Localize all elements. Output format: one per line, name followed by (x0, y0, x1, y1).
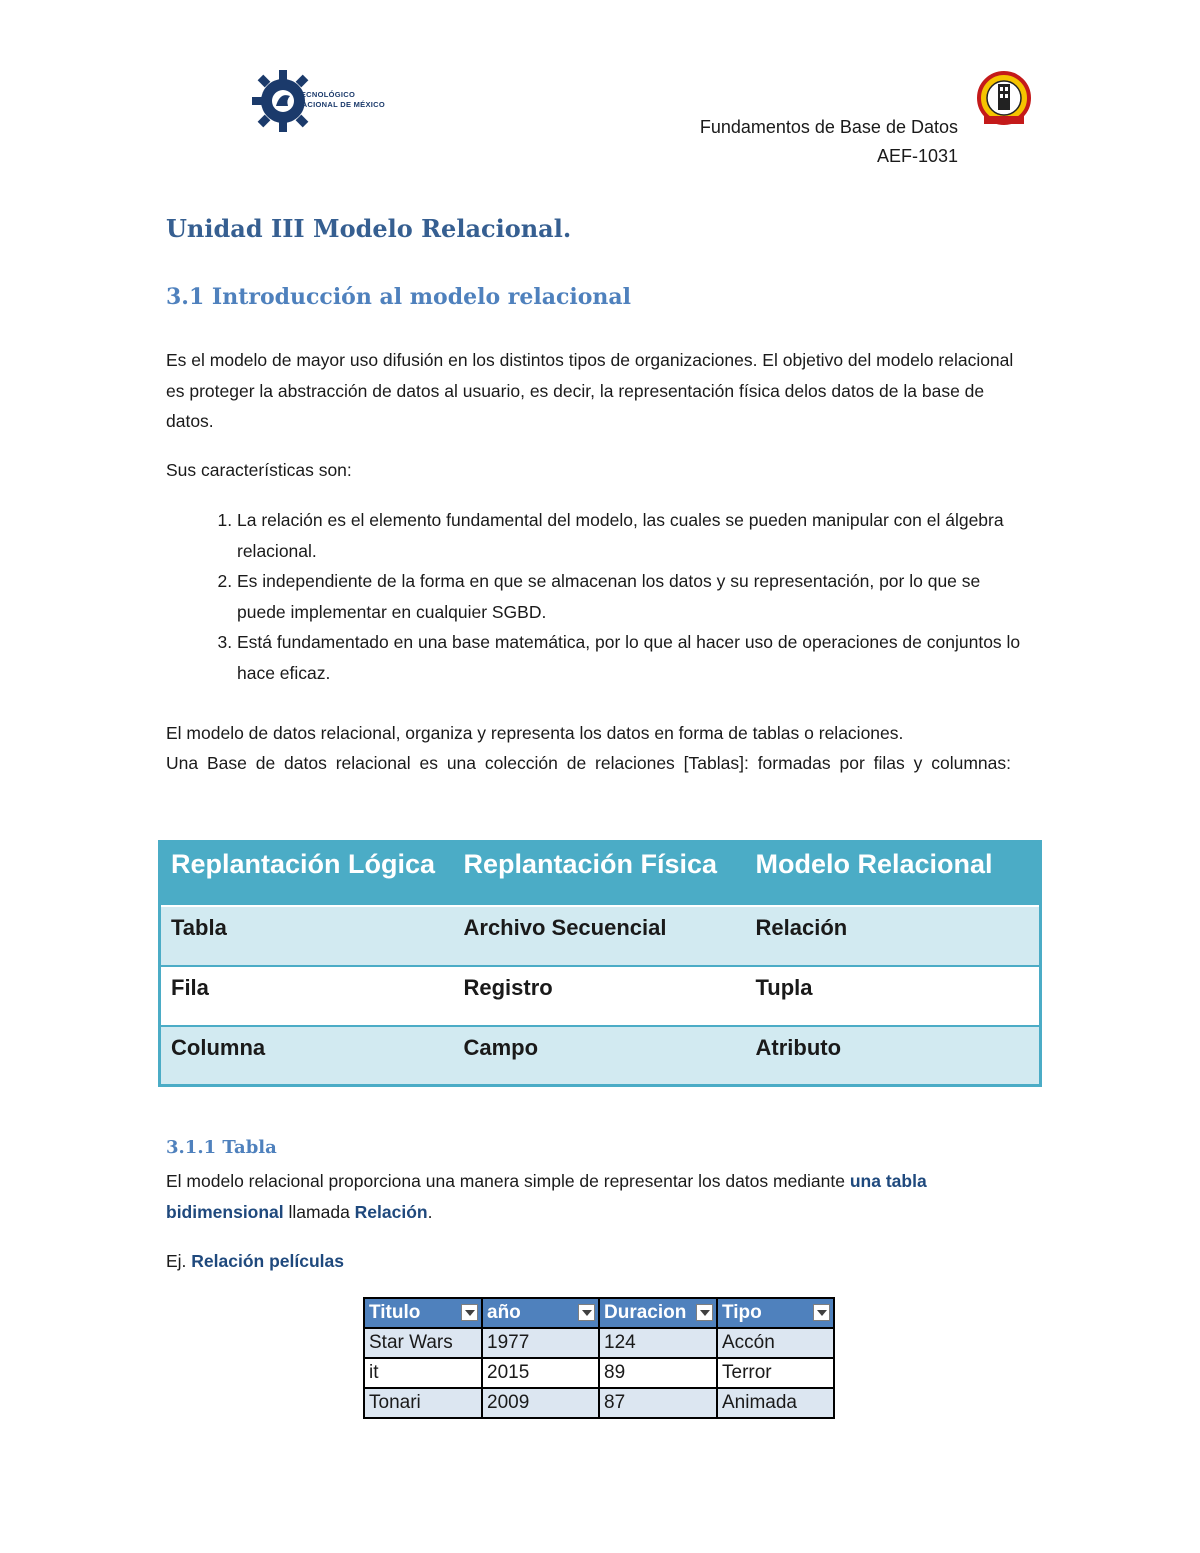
column-header-label: Tipo (722, 1302, 762, 1323)
example-prefix: Ej. (166, 1251, 192, 1271)
document-header (700, 113, 958, 171)
table-cell: Animada (717, 1388, 834, 1418)
table-description (166, 1166, 1032, 1227)
table-row (364, 1388, 834, 1418)
table-cell: 2009 (482, 1388, 599, 1418)
section-heading: 3.1 Introducción al modelo relacional (166, 284, 632, 310)
filter-dropdown-icon[interactable] (696, 1304, 713, 1321)
keyword-relation: Relación (354, 1201, 428, 1222)
table-cell: Columna (160, 1026, 454, 1086)
table-cell: 2015 (482, 1358, 599, 1388)
table-cell: it (364, 1358, 482, 1388)
example-name: Relación películas (191, 1251, 344, 1271)
unit-title: Unidad III Modelo Relacional. (166, 214, 572, 243)
table-cell: Tupla (746, 966, 1041, 1026)
table-cell: Relación (746, 906, 1041, 966)
filter-dropdown-icon[interactable] (461, 1304, 478, 1321)
representation-table (158, 840, 1042, 1087)
filter-dropdown-icon[interactable] (578, 1304, 595, 1321)
example-label (166, 1246, 1032, 1277)
text-run: . (427, 1201, 433, 1222)
column-header (364, 1298, 482, 1328)
table-row (364, 1358, 834, 1388)
table-cell: Campo (454, 1026, 746, 1086)
features-label: Sus características son: (166, 460, 352, 480)
logo-text-line2: NACIONAL DE MÉXICO (296, 100, 386, 109)
column-header (482, 1298, 599, 1328)
table-header-row (364, 1298, 834, 1328)
table-cell: Terror (717, 1358, 834, 1388)
table-cell: 87 (599, 1388, 717, 1418)
list-item: 2. Es independiente de la forma en que se almacenan los datos y su representación, por lo que se puede implementar en cualquier SGBD. (237, 566, 1032, 627)
keyword-bidimensional-table: una tabla bidimensional (166, 1171, 927, 1222)
text-run: El modelo relacional proporciona una manera simple de representar los datos mediante (166, 1171, 850, 1191)
table-header-cell: Modelo Relacional (746, 842, 1041, 906)
table-row (160, 1026, 1041, 1086)
course-code: AEF-1031 (876, 146, 958, 166)
column-header-label: Titulo (369, 1302, 421, 1323)
table-cell: 1977 (482, 1328, 599, 1358)
column-header (717, 1298, 834, 1328)
list-item: 3. Está fundamentado en una base matemática, por lo que al hacer uso de operaciones de conjuntos lo hace eficaz. (237, 627, 1032, 688)
intro-paragraph: Es el modelo de mayor uso difusión en los distintos tipos de organizaciones. El objetivo del modelo relacional es proteger la abstracción de datos al usuario, es decir, la representación física delos datos de la base de datos. (166, 350, 1014, 431)
list-item: 1. La relación es el elemento fundamental del modelo, las cuales se pueden manipular con el álgebra relacional. (237, 505, 1032, 566)
table-cell: Tabla (160, 906, 454, 966)
text-run: llamada (283, 1201, 355, 1222)
table-cell: Registro (454, 966, 746, 1026)
table-row (160, 966, 1041, 1026)
table-cell: Fila (160, 966, 454, 1026)
relational-paragraph: El modelo de datos relacional, organiza y representa los datos en forma de tablas o relaciones. (166, 723, 904, 743)
table-header-row (160, 842, 1041, 906)
column-header-label: Duracion (604, 1302, 687, 1323)
institute-seal-logo (976, 70, 1032, 130)
table-header-cell: Replantación Física (454, 842, 746, 906)
table-cell: Accón (717, 1328, 834, 1358)
column-header (599, 1298, 717, 1328)
logo-text-line1: TECNOLÓGICO (296, 90, 356, 99)
table-cell: Atributo (746, 1026, 1041, 1086)
table-cell: Archivo Secuencial (454, 906, 746, 966)
table-cell: 89 (599, 1358, 717, 1388)
table-cell: 124 (599, 1328, 717, 1358)
tecnm-logo (250, 68, 390, 134)
column-header-label: año (487, 1302, 521, 1323)
subsection-heading: 3.1.1 Tabla (166, 1137, 277, 1158)
database-paragraph: Una Base de datos relacional es una colección de relaciones [Tablas]: formadas por filas y columnas: (166, 753, 1012, 773)
table-cell: Star Wars (364, 1328, 482, 1358)
movies-table (363, 1297, 835, 1419)
table-cell: Tonari (364, 1388, 482, 1418)
table-row (160, 906, 1041, 966)
features-list (166, 505, 1032, 688)
table-header-cell: Replantación Lógica (160, 842, 454, 906)
table-row (364, 1328, 834, 1358)
filter-dropdown-icon[interactable] (813, 1304, 830, 1321)
course-name: Fundamentos de Base de Datos (699, 117, 958, 137)
